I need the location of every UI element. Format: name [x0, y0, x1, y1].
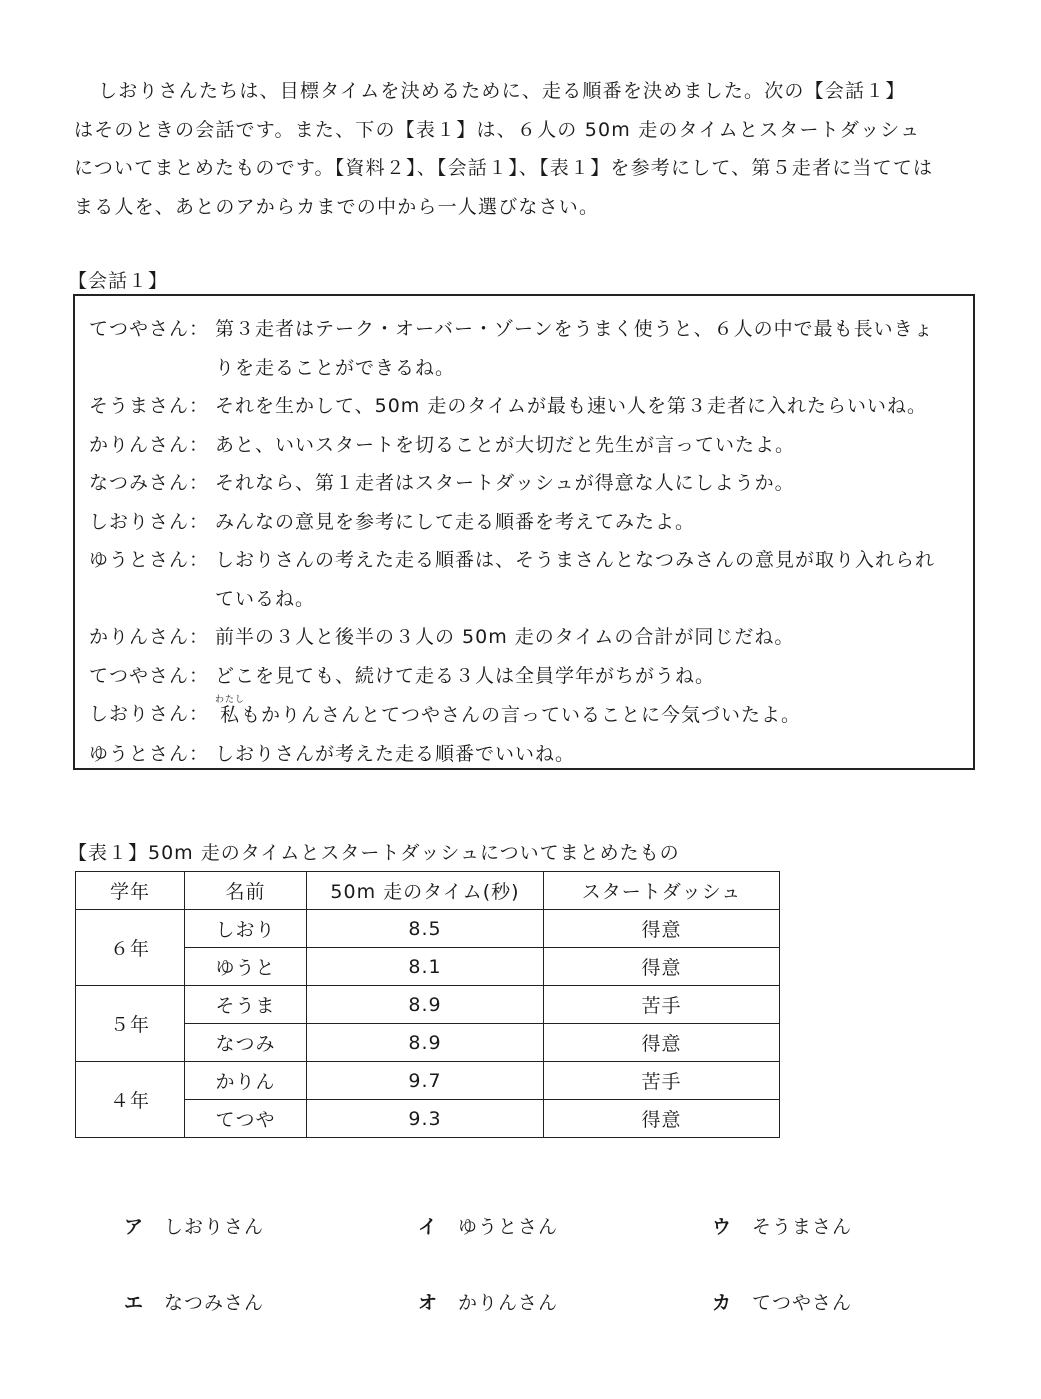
conversation-turn	[89, 464, 973, 503]
name-cell: てつや	[185, 1100, 307, 1138]
utterance-line: それを生かして、50m 走のタイムが最も速い人を第３走者に入れたらいいね。	[215, 395, 927, 417]
conversation-turn	[89, 618, 973, 657]
name-cell: ゆうと	[185, 948, 307, 986]
intro-line: しおりさんたちは、目標タイムを決めるために、走る順番を決めました。次の【会話１】	[98, 80, 906, 102]
header-name: 名前	[185, 872, 307, 910]
time-cell: 9.7	[307, 1062, 544, 1100]
choice-text: しおりさん	[164, 1216, 265, 1238]
choice-label: オ	[418, 1292, 439, 1314]
speaker-name: ゆうとさん：	[89, 742, 210, 765]
choice-e[interactable]	[124, 1288, 264, 1315]
utterance-line: みんなの意見を参考にして走る順番を考えてみたよ。	[215, 510, 696, 533]
name-cell: そうま	[185, 986, 307, 1024]
utterance-line: それなら、第１走者はスタートダッシュが得意な人にしようか。	[215, 472, 795, 494]
dash-cell: 得意	[544, 948, 780, 986]
time-cell: 8.5	[307, 910, 544, 948]
header-dash: スタートダッシュ	[544, 872, 780, 910]
utterance-line: あと、いいスタートを切ることが大切だと先生が言っていたよ。	[215, 433, 796, 456]
choice-text: ゆうとさん	[458, 1216, 559, 1238]
dash-cell: 得意	[544, 1024, 780, 1062]
speaker-name: てつやさん：	[89, 664, 210, 687]
choice-label: イ	[418, 1216, 439, 1238]
speaker-name: かりんさん：	[89, 626, 210, 648]
intro-line: まる人を、あとのアからカまでの中から一人選びなさい。	[74, 195, 600, 218]
time-cell: 8.1	[307, 948, 544, 986]
conversation-turn	[89, 657, 973, 696]
speaker-name: そうまさん：	[89, 395, 210, 417]
choice-ka[interactable]	[712, 1288, 852, 1315]
grade-cell: ５年	[76, 986, 185, 1062]
choice-text: なつみさん	[164, 1292, 265, 1314]
conversation-turn	[89, 541, 973, 618]
utterance-line: どこを見ても、続けて走る３人は全員学年がちがうね。	[215, 664, 716, 687]
utterance-line	[215, 695, 963, 735]
utterance	[215, 426, 973, 465]
time-cell: 8.9	[307, 986, 544, 1024]
results-table	[75, 871, 780, 1138]
utterance-line: しおりさんが考えた走る順番でいいね。	[215, 742, 576, 765]
speaker-name: なつみさん：	[89, 472, 210, 494]
utterance	[215, 310, 973, 387]
dash-cell: 得意	[544, 910, 780, 948]
utterance	[215, 387, 973, 426]
dash-cell: 苦手	[544, 986, 780, 1024]
utterance	[215, 695, 973, 735]
conversation-box	[73, 294, 975, 770]
conversation-turn	[89, 735, 973, 774]
ruby-kanji	[215, 695, 246, 726]
choice-text: かりんさん	[458, 1292, 559, 1314]
speaker-name: てつやさん：	[89, 318, 210, 340]
table-header-row	[76, 872, 780, 910]
choice-text: てつやさん	[752, 1292, 853, 1314]
utterance-line: ているね。	[215, 587, 316, 610]
table-title: 【表１】50m 走のタイムとスタートダッシュについてまとめたもの	[68, 842, 680, 864]
intro-line: はそのときの会話です。また、下の【表１】は、６人の 50m 走のタイムとスタートダッシュ	[74, 118, 921, 141]
choice-a[interactable]	[124, 1212, 264, 1239]
conversation-turn	[89, 695, 973, 735]
utterance	[215, 464, 973, 503]
utterance	[215, 735, 973, 774]
header-time: 50m 走のタイム(秒)	[307, 872, 544, 910]
choice-o[interactable]	[418, 1288, 558, 1315]
speaker-name: かりんさん：	[89, 433, 210, 456]
utterance-line: 第３走者はテーク・オーバー・ゾーンをうまく使うと、６人の中で最も長いきょ	[215, 318, 934, 340]
header-grade: 学年	[76, 872, 185, 910]
name-cell: かりん	[185, 1062, 307, 1100]
utterance-line: しおりさんの考えた走る順番は、そうまさんとなつみさんの意見が取り入れられ	[215, 549, 936, 571]
conversation-turn	[89, 387, 973, 426]
choice-label: ア	[124, 1216, 145, 1238]
utterance	[215, 657, 973, 696]
conversation-turn	[89, 426, 973, 465]
utterance	[215, 618, 973, 657]
utterance-line: 前半の３人と後半の３人の 50m 走のタイムの合計が同じだね。	[215, 626, 795, 648]
name-cell: しおり	[185, 910, 307, 948]
dash-cell: 苦手	[544, 1062, 780, 1100]
utterance	[215, 541, 973, 618]
choice-i[interactable]	[418, 1212, 558, 1239]
speaker-name: ゆうとさん：	[89, 549, 210, 571]
conversation-title: 【会話１】	[68, 270, 169, 292]
name-cell: なつみ	[185, 1024, 307, 1062]
time-cell: 8.9	[307, 1024, 544, 1062]
grade-cell: ６年	[76, 910, 185, 986]
choice-u[interactable]	[712, 1212, 852, 1239]
choice-label: カ	[712, 1292, 733, 1314]
choice-label: ウ	[712, 1216, 733, 1238]
dash-cell: 得意	[544, 1100, 780, 1138]
table-row	[76, 910, 780, 948]
grade-cell: ４年	[76, 1062, 185, 1138]
choice-text: そうまさん	[752, 1216, 853, 1238]
kanji: 私	[215, 704, 246, 726]
speaker-name: しおりさん：	[89, 510, 210, 533]
conversation-turn	[89, 310, 973, 387]
intro-line: についてまとめたものです。【資料２】、【会話１】、【表１】を参考にして、第５走者に当てては	[74, 157, 934, 179]
speaker-name: しおりさん：	[89, 703, 210, 725]
table-row	[76, 986, 780, 1024]
utterance-rest: もかりんさんとてつやさんの言っていることに今気づいたよ。	[241, 704, 802, 726]
utterance-line: りを走ることができるね。	[215, 356, 456, 379]
utterance	[215, 503, 973, 542]
furigana: わたし	[215, 695, 246, 705]
conversation-turn	[89, 503, 973, 542]
time-cell: 9.3	[307, 1100, 544, 1138]
choice-label: エ	[124, 1292, 145, 1314]
table-row	[76, 1062, 780, 1100]
question-intro	[74, 72, 974, 226]
